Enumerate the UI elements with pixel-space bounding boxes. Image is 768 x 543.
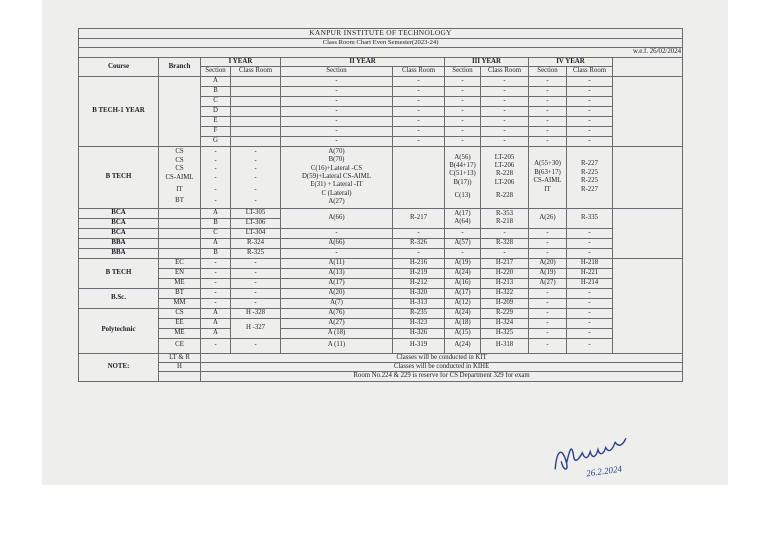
table-cell: R-335	[567, 208, 613, 228]
table-cell: A(11)	[281, 258, 393, 268]
table-cell: H-218	[567, 258, 613, 268]
note-kihe: Classes will be conducted in KIHE	[201, 363, 683, 372]
table-cell	[231, 96, 281, 106]
table-cell: LT-305	[231, 208, 281, 218]
table-cell: -	[567, 328, 613, 338]
branch-cell: EC	[159, 258, 201, 268]
table-cell: -	[214, 165, 217, 173]
table-cell: LT-205	[494, 153, 515, 161]
table-cell: -	[529, 248, 567, 258]
table-cell: -	[281, 116, 393, 126]
table-cell: LT-206	[494, 178, 515, 186]
table-cell: H-209	[481, 298, 529, 308]
table-cell: C(16)+Lateral -CS	[310, 164, 363, 172]
table-cell: -	[481, 116, 529, 126]
table-cell: B	[201, 86, 231, 96]
y4-section-list	[529, 146, 567, 208]
table-cell: -	[231, 288, 281, 298]
table-cell: -	[201, 298, 231, 308]
table-cell: A(24)	[445, 308, 481, 318]
table-cell: -	[481, 76, 529, 86]
table-cell: A	[201, 76, 231, 86]
table-cell: H-213	[481, 278, 529, 288]
table-cell: -	[254, 165, 257, 173]
table-cell: -	[481, 106, 529, 116]
table-cell: A (11)	[281, 338, 393, 353]
table-cell: A	[201, 208, 231, 218]
table-cell: A(66)	[281, 238, 393, 248]
table-cell: -	[281, 126, 393, 136]
table-cell: -	[567, 308, 613, 318]
spare-cell	[613, 208, 683, 258]
chart-subtitle: Class Room Chart Even Semester(2023-24)	[79, 39, 683, 48]
table-cell: A(64)	[454, 218, 471, 226]
table-cell: -	[214, 156, 217, 164]
table-cell: -	[567, 248, 613, 258]
branch-cell: ME	[159, 328, 201, 338]
course-polytechnic: Polytechnic	[79, 308, 159, 353]
table-cell: C(51+13)	[449, 170, 476, 178]
table-cell: R-228	[496, 192, 513, 200]
table-cell: C	[201, 228, 231, 238]
table-cell: -	[445, 106, 481, 116]
table-cell: LT-304	[231, 228, 281, 238]
table-cell: E(31) + Lateral -IT	[310, 181, 363, 189]
table-cell: A(66)	[281, 208, 393, 228]
table-cell: -	[393, 228, 445, 238]
table-cell: R-235	[393, 308, 445, 318]
table-cell: A(20)	[529, 258, 567, 268]
table-cell: A(16)	[445, 278, 481, 288]
table-cell: A(70)	[328, 147, 345, 155]
branch-item: CS-AIML	[165, 173, 194, 181]
course-btech: B TECH	[79, 258, 159, 288]
table-cell: -	[445, 96, 481, 106]
table-cell: C(13)	[454, 192, 471, 200]
table-cell: A	[201, 328, 231, 338]
table-cell: -	[393, 86, 445, 96]
table-cell: -	[393, 76, 445, 86]
table-cell: -	[529, 116, 567, 126]
table-cell: A(18)	[445, 318, 481, 328]
table-cell: R-228	[496, 170, 513, 178]
table-cell: H-322	[481, 288, 529, 298]
table-cell: D(59)+Lateral CS-AIML	[302, 172, 371, 180]
table-cell: -	[201, 338, 231, 353]
header-spare	[613, 57, 683, 76]
class-room-chart-table	[78, 28, 683, 382]
table-cell: A (18)	[281, 328, 393, 338]
table-cell	[231, 136, 281, 146]
table-cell: B	[201, 218, 231, 228]
table-cell: -	[281, 136, 393, 146]
header-y1-section: Section	[201, 67, 231, 76]
y3-room-list	[481, 146, 529, 208]
table-cell: R-218	[496, 218, 513, 226]
table-cell: H-320	[393, 288, 445, 298]
table-cell: -	[214, 197, 217, 205]
table-cell: -	[529, 126, 567, 136]
table-cell: -	[567, 288, 613, 298]
table-cell: -	[393, 116, 445, 126]
table-cell: A(76)	[281, 308, 393, 318]
table-cell: R-227	[581, 185, 598, 193]
table-cell: -	[231, 258, 281, 268]
table-cell: G	[201, 136, 231, 146]
table-cell: -	[254, 197, 257, 205]
table-cell: -	[481, 136, 529, 146]
y2-section-list	[281, 146, 393, 208]
table-cell: CS-AIML	[533, 177, 562, 185]
table-cell: R-217	[393, 208, 445, 228]
table-cell: -	[281, 106, 393, 116]
branch-item: CS	[175, 148, 184, 156]
y3-section-list	[445, 146, 481, 208]
table-cell: -	[529, 228, 567, 238]
table-cell: -	[281, 248, 393, 258]
table-cell	[445, 208, 481, 228]
table-cell: -	[529, 288, 567, 298]
table-cell: -	[529, 106, 567, 116]
table-cell: H-214	[567, 278, 613, 288]
signature-date: 26.2.2024	[585, 463, 623, 479]
header-year-3: III YEAR	[445, 57, 529, 66]
table-cell: -	[567, 116, 613, 126]
table-cell: A(57)	[445, 238, 481, 248]
table-cell: -	[231, 268, 281, 278]
table-cell: R-328	[481, 238, 529, 248]
y1-room-list	[231, 146, 281, 208]
table-cell: -	[231, 298, 281, 308]
header-y2-section: Section	[281, 67, 393, 76]
y4-room-list	[567, 146, 613, 208]
table-cell: A(27)	[328, 198, 345, 206]
table-cell: -	[201, 258, 231, 268]
branch-item: IT	[176, 186, 183, 194]
table-cell: -	[281, 76, 393, 86]
branch-empty	[159, 238, 201, 248]
spare-cell	[613, 146, 683, 208]
header-course: Course	[79, 57, 159, 76]
table-cell: A(15)	[445, 328, 481, 338]
table-cell: -	[201, 288, 231, 298]
table-cell: C (Lateral)	[321, 189, 352, 197]
table-cell: C	[201, 96, 231, 106]
table-cell: A(27)	[529, 278, 567, 288]
note-kit: Classes will be conducted in KIT	[201, 353, 683, 362]
header-year-4: IV YEAR	[529, 57, 613, 66]
table-cell: -	[254, 156, 257, 164]
table-cell: -	[445, 228, 481, 238]
table-cell	[231, 106, 281, 116]
table-cell: B(70)	[328, 156, 345, 164]
note-label: NOTE:	[79, 353, 159, 381]
table-cell	[231, 76, 281, 86]
table-cell: -	[481, 126, 529, 136]
table-cell: H-313	[393, 298, 445, 308]
document-photo	[42, 0, 728, 485]
table-cell: -	[529, 308, 567, 318]
table-cell: -	[254, 186, 257, 194]
header-y4-room: Class Room	[567, 67, 613, 76]
table-cell: -	[567, 136, 613, 146]
header-year-2: II YEAR	[281, 57, 445, 66]
table-cell: -	[567, 238, 613, 248]
table-cell: -	[214, 148, 217, 156]
table-cell: -	[281, 86, 393, 96]
table-cell	[231, 126, 281, 136]
table-cell: -	[567, 96, 613, 106]
table-cell: -	[529, 328, 567, 338]
table-cell: -	[445, 248, 481, 258]
table-cell: A(26)	[529, 208, 567, 228]
table-cell: H -328	[231, 308, 281, 318]
course-bca: BCA	[79, 228, 159, 238]
table-cell	[231, 116, 281, 126]
table-cell: R-326	[393, 238, 445, 248]
table-cell: -	[445, 136, 481, 146]
table-cell: -	[481, 96, 529, 106]
table-cell: -	[567, 298, 613, 308]
branch-list	[159, 146, 201, 208]
table-cell: IT	[544, 185, 551, 193]
table-cell: A	[201, 318, 231, 328]
header-y3-room: Class Room	[481, 67, 529, 76]
table-cell: R-225	[581, 177, 598, 185]
table-cell: H-217	[481, 258, 529, 268]
table-cell: A(20)	[281, 288, 393, 298]
table-cell: -	[254, 148, 257, 156]
table-cell: -	[281, 228, 393, 238]
table-cell: B(17))	[453, 178, 472, 186]
table-cell: -	[529, 238, 567, 248]
table-cell: -	[214, 186, 217, 194]
table-cell: B(63+17)	[534, 168, 561, 176]
table-cell: A(56)	[454, 153, 471, 161]
table-cell: E	[201, 116, 231, 126]
table-cell: A(27)	[281, 318, 393, 328]
table-cell: -	[393, 126, 445, 136]
table-cell: -	[445, 76, 481, 86]
table-cell: H-212	[393, 278, 445, 288]
branch-empty	[159, 218, 201, 228]
table-cell: A(17)	[454, 209, 471, 217]
table-cell: LT-206	[494, 162, 515, 170]
table-cell: H-319	[393, 338, 445, 353]
table-cell: H-220	[481, 268, 529, 278]
table-cell: -	[393, 96, 445, 106]
table-cell: -	[281, 96, 393, 106]
spare-cell	[613, 76, 683, 146]
table-cell: -	[567, 228, 613, 238]
table-cell: R-353	[496, 209, 513, 217]
branch-cell: CE	[159, 338, 201, 353]
table-cell: -	[393, 136, 445, 146]
course-bba: BBA	[79, 238, 159, 248]
table-cell: R-227	[581, 160, 598, 168]
table-cell: H -327	[231, 318, 281, 338]
table-cell: H-219	[393, 268, 445, 278]
table-cell: -	[445, 116, 481, 126]
table-cell: R-324	[231, 238, 281, 248]
table-cell: LT-306	[231, 218, 281, 228]
table-cell: B(44+17)	[449, 162, 476, 170]
table-cell: A(17)	[445, 288, 481, 298]
branch-item: CS	[175, 156, 184, 164]
table-cell: -	[481, 86, 529, 96]
branch-cell: EN	[159, 268, 201, 278]
table-cell: -	[214, 173, 217, 181]
note-key: H	[159, 363, 201, 372]
table-cell: A(13)	[281, 268, 393, 278]
table-cell: B	[201, 248, 231, 258]
y1-section-list	[201, 146, 231, 208]
table-cell: -	[393, 106, 445, 116]
table-cell: H-323	[393, 318, 445, 328]
table-cell: R-225	[581, 168, 598, 176]
table-cell	[481, 208, 529, 228]
course-bsc: B.Sc.	[79, 288, 159, 308]
course-bca: BCA	[79, 218, 159, 228]
table-cell: -	[393, 248, 445, 258]
table-cell: R-229	[481, 308, 529, 318]
table-cell: A(24)	[445, 338, 481, 353]
branch-empty	[159, 228, 201, 238]
table-cell: -	[201, 268, 231, 278]
table-cell: H-318	[481, 338, 529, 353]
header-y1-room: Class Room	[231, 67, 281, 76]
table-cell: -	[445, 86, 481, 96]
table-cell: F	[201, 126, 231, 136]
table-cell: D	[201, 106, 231, 116]
branch-cell: EE	[159, 318, 201, 328]
table-cell: -	[481, 228, 529, 238]
table-cell: -	[529, 318, 567, 328]
table-cell: -	[231, 278, 281, 288]
branch-empty	[159, 76, 201, 146]
branch-item: BT	[175, 197, 184, 205]
table-cell: -	[529, 136, 567, 146]
branch-cell: BT	[159, 288, 201, 298]
note-reserved-rooms: Room No.224 & 229 is reserve for CS Department 329 for exam	[201, 372, 683, 381]
branch-empty	[159, 248, 201, 258]
header-year-1: I YEAR	[201, 57, 281, 66]
table-cell: A(7)	[281, 298, 393, 308]
header-y4-section: Section	[529, 67, 567, 76]
branch-cell: CS	[159, 308, 201, 318]
header-y3-section: Section	[445, 67, 481, 76]
table-cell: -	[529, 96, 567, 106]
table-cell: -	[254, 173, 257, 181]
header-y2-room: Class Room	[393, 67, 445, 76]
course-btech-1-year: B TECH-1 YEAR	[79, 76, 159, 146]
table-cell	[231, 86, 281, 96]
course-bca: BCA	[79, 208, 159, 218]
table-cell: -	[529, 76, 567, 86]
table-cell: A(19)	[445, 258, 481, 268]
paper-sheet	[42, 0, 728, 485]
table-cell: A	[201, 308, 231, 318]
table-cell: -	[567, 106, 613, 116]
table-cell: H-324	[481, 318, 529, 328]
institute-title: KANPUR INSTITUTE OF TECHNOLOGY	[79, 29, 683, 39]
effective-date: w.e.f. 26/02/2024	[79, 48, 683, 57]
table-cell: -	[529, 86, 567, 96]
table-cell: -	[231, 338, 281, 353]
table-cell: H-326	[393, 328, 445, 338]
branch-item: CS	[175, 165, 184, 173]
y2-room-empty	[393, 146, 445, 208]
table-cell: H-221	[567, 268, 613, 278]
table-cell: -	[567, 76, 613, 86]
branch-cell: MM	[159, 298, 201, 308]
table-cell: -	[201, 278, 231, 288]
branch-empty	[159, 208, 201, 218]
note-key-empty	[159, 372, 201, 381]
table-cell: A	[201, 238, 231, 248]
table-cell: -	[529, 338, 567, 353]
table-cell: A(24)	[445, 268, 481, 278]
table-cell: -	[567, 318, 613, 328]
table-cell: A(55+30)	[534, 160, 561, 168]
table-cell: A(19)	[529, 268, 567, 278]
table-cell: -	[567, 86, 613, 96]
branch-cell: ME	[159, 278, 201, 288]
table-cell: R-325	[231, 248, 281, 258]
table-cell: A(17)	[281, 278, 393, 288]
note-key: LT & R	[159, 353, 201, 362]
table-cell: H-216	[393, 258, 445, 268]
table-cell: -	[481, 248, 529, 258]
table-cell: H-325	[481, 328, 529, 338]
table-cell: -	[567, 126, 613, 136]
spare-cell	[613, 258, 683, 353]
course-bba: BBA	[79, 248, 159, 258]
table-cell: -	[529, 298, 567, 308]
table-cell: -	[567, 338, 613, 353]
header-branch: Branch	[159, 57, 201, 76]
signature	[547, 427, 645, 485]
table-cell: A(12)	[445, 298, 481, 308]
course-btech: B TECH	[79, 146, 159, 208]
table-cell: -	[445, 126, 481, 136]
